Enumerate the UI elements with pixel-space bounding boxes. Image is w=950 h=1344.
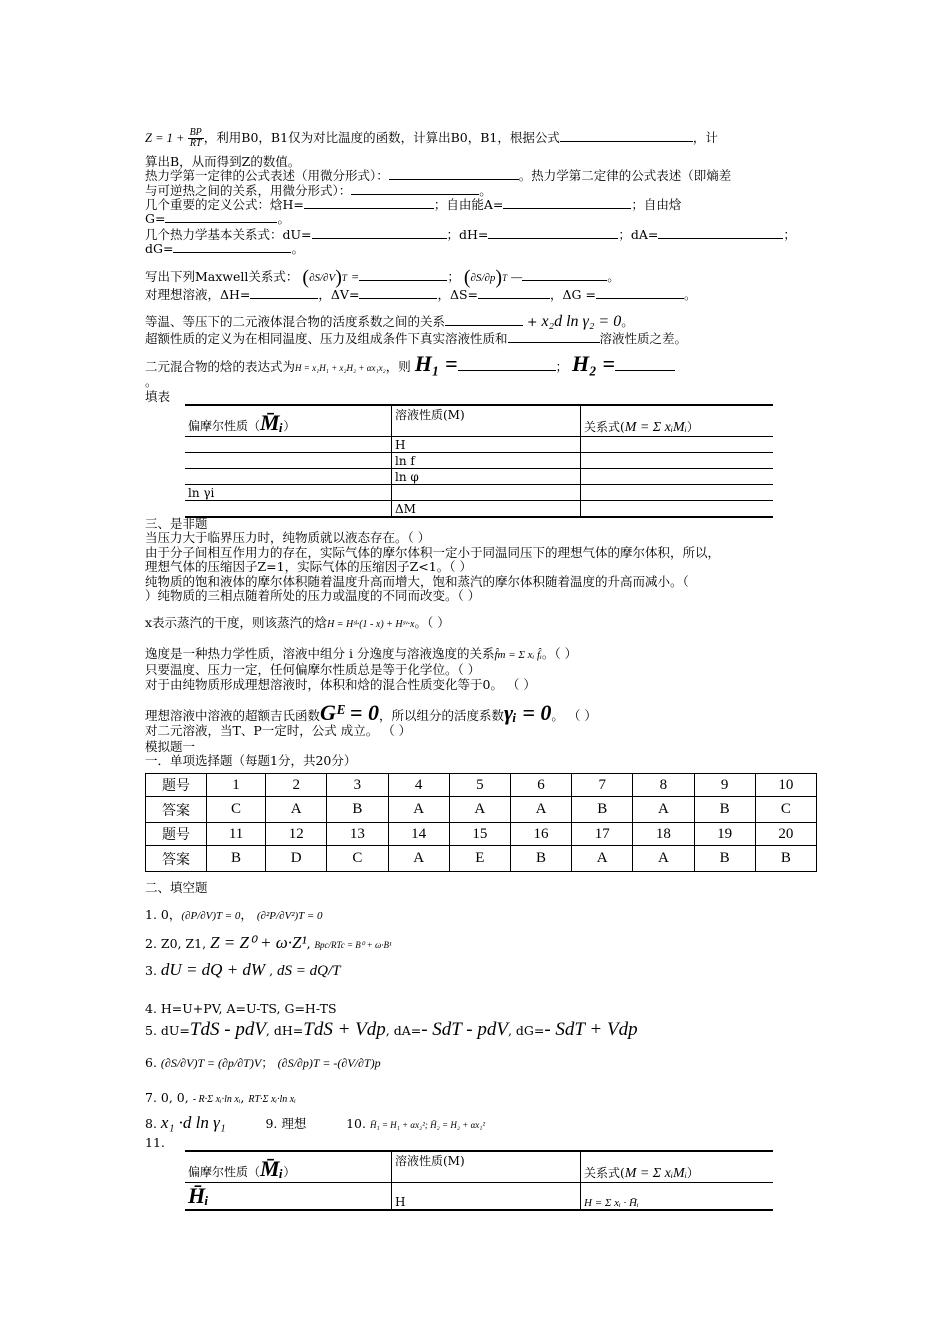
q6-blank-1 <box>250 287 318 299</box>
q8-text-a: 超额性质的定义为在相同温度、压力及组成条件下真实溶液性质和 <box>145 331 508 346</box>
answer-5-da: , dA= <box>385 1023 422 1038</box>
cell: 7 <box>572 774 633 797</box>
answer-7-eq1: - R·Σ xᵢ·ln xᵢ <box>192 1094 241 1105</box>
col1-header-text: 偏摩尔性质（ <box>188 419 261 433</box>
cell: C <box>755 797 816 823</box>
cell: 16 <box>510 823 571 846</box>
answer-8-eq: x₁ ·d ln γ₁ <box>160 1113 226 1132</box>
answer-8-label: 8. <box>145 1116 157 1131</box>
q2-blank-2 <box>351 183 479 195</box>
q1-formula-z: Z = 1 + <box>145 131 188 145</box>
col1-symbol: M̄ᵢ <box>260 410 284 435</box>
answer-6-label: 6. <box>145 1055 157 1070</box>
cell <box>185 453 392 469</box>
answer-3-eq1: dU = dQ + dW <box>160 960 266 979</box>
cell: 20 <box>755 823 816 846</box>
q4-text-a: 几个热力学基本关系式：dU= <box>145 227 312 242</box>
table-row <box>146 774 817 797</box>
q4-text-d: ； <box>783 227 796 242</box>
cell: B <box>207 846 266 872</box>
table-header-row <box>185 1151 773 1183</box>
tf-s6: 只要温度、压力一定，任何偏摩尔性质总是等于化学位。（ ） <box>145 662 481 677</box>
tf-s8-eq1: Gᴱ = 0 <box>320 700 379 725</box>
answer-10-label: 10. <box>346 1116 366 1131</box>
answer-1-eq1: (∂P/∂V)T = 0 <box>181 910 241 922</box>
tf-s5a: 逸度是一种热力学性质，溶液中组分 i 分逸度与溶液逸度的关系 <box>145 646 495 661</box>
q5-blank-2 <box>522 269 607 281</box>
cell <box>581 469 774 485</box>
answer-2: 2. Z0, Z1, Z = Z⁰ + ω·Z¹, Bpc/RTc = B⁰ + ω·B¹ <box>145 933 392 952</box>
q3-text-e: 。 <box>277 211 290 226</box>
tf-s8a: 理想溶液中溶液的超额吉氏函数 <box>145 708 321 723</box>
answer-5-dg: , dG= <box>507 1023 545 1038</box>
q2-text-b: 。热力学第二定律的公式表述（即熵差 <box>518 168 732 183</box>
cell: 6 <box>510 774 571 797</box>
answer-5-eq3: - SdT - pdV <box>421 1019 508 1040</box>
q4-text-e: dG= <box>145 241 174 256</box>
answer-5-dh: , dH= <box>265 1023 304 1038</box>
cell: B <box>694 846 755 872</box>
answer-4: 4. H=U+PV, A=U-TS, G=H-TS <box>145 1001 337 1016</box>
q9-blank-1 <box>458 359 556 371</box>
cell: 14 <box>388 823 449 846</box>
col3-header-text: 关系式( <box>584 420 625 434</box>
tf-s3b: ）纯物质的三相点随着所处的压力或温度的不同而改变。（ ） <box>145 588 481 603</box>
tf-s5b: 。（ ） <box>541 646 578 661</box>
answer-2-eq1: Z = Z⁰ + ω·Z¹ <box>210 933 307 952</box>
partial-molar-table <box>185 404 773 518</box>
cell: 9 <box>694 774 755 797</box>
cell: C <box>327 846 388 872</box>
answer-5 <box>145 1016 638 1044</box>
cell: H̄ᵢ <box>185 1183 392 1211</box>
table-header-col3 <box>581 405 774 437</box>
q1-text-b: ，计 <box>692 130 718 145</box>
q3-text-c: ；自由焓 <box>631 197 682 212</box>
cell: A <box>266 797 327 823</box>
q5-paren-open-1: ( <box>302 266 310 289</box>
fill-q8-line <box>145 331 687 346</box>
table-header-col1 <box>185 1151 392 1183</box>
q5-paren-open-2: ( <box>463 266 471 289</box>
q7-text-a: 等温、等压下的二元液体混合物的活度系数之间的关系 <box>145 314 446 329</box>
q9-text-a: 二元混合物的焓的表达式为 <box>145 359 296 374</box>
answer-7-eq2: RT·Σ xᵢ·ln xᵢ <box>248 1094 296 1105</box>
q9-eq: H = x₁H₁ + x₂H₂ + αx₁x₂ <box>295 363 386 373</box>
table-row <box>185 501 773 518</box>
q5-sub1: T <box>341 273 347 283</box>
q3-text-a: 几个重要的定义公式：焓H= <box>145 197 304 212</box>
cell: A <box>388 797 449 823</box>
answer-7: 7. 0, 0, - R·Σ xᵢ·ln xᵢ, RT·Σ xᵢ·ln xᵢ <box>145 1090 296 1105</box>
col3-close: ） <box>686 420 699 434</box>
tf-s8b: ，所以组分的活度系数 <box>378 708 504 723</box>
cell <box>581 501 774 518</box>
answer-6: 6. (∂S/∂V)T = (∂p/∂T)V； (∂S/∂p)T = -(∂V/∂T)p <box>145 1055 381 1070</box>
cell: 11 <box>207 823 266 846</box>
q2-blank-1 <box>389 168 519 180</box>
tf-s2a: 由于分子间相互作用力的存在，实际气体的摩尔体积一定小于同温同压下的理想气体的摩尔体积，所以， <box>145 545 721 560</box>
q4-blank-3 <box>658 227 783 239</box>
tf-s8-eq2: γᵢ = 0 <box>503 700 552 725</box>
cell: 17 <box>572 823 633 846</box>
t3-col1-header-text: 偏摩尔性质（ <box>188 1165 261 1179</box>
table-header-col1 <box>185 405 392 437</box>
answer-3: 3. dU = dQ + dW , dS = dQ/T <box>145 960 341 979</box>
row-label-question: 题号 <box>146 774 207 797</box>
tf-s7: 对于由纯物质形成理想溶液时，体积和焓的混合性质变化等于0。 （ ） <box>145 677 536 692</box>
table-header-col2: 溶液性质(M) <box>392 1151 581 1183</box>
cell: 18 <box>633 823 694 846</box>
answer-3-label: 3. <box>145 963 157 978</box>
cell: B <box>572 797 633 823</box>
mock-sec1: 一．单项选择题（每题1分，共20分） <box>145 753 357 768</box>
q4-blank-1 <box>312 227 447 239</box>
q5-text-a: 写出下列Maxwell关系式： <box>145 269 299 284</box>
answer-6-eq1: (∂S/∂V)T = (∂p/∂T)V <box>160 1056 262 1070</box>
answer-5-eq4: - SdT + Vdp <box>544 1019 638 1040</box>
table-row <box>185 437 773 453</box>
cell: B <box>694 797 755 823</box>
tf-s4-eq: H = Hˢˡ·(1 - x) + Hˢᵛ·x <box>327 619 415 630</box>
answer-6-eq2: (∂S/∂p)T = -(∂V/∂T)p <box>277 1056 381 1070</box>
cell: 15 <box>449 823 510 846</box>
cell: 4 <box>388 774 449 797</box>
tf-s8 <box>145 702 597 724</box>
q2-text-d: 。 <box>479 183 492 198</box>
q1-text-c: 算出B，从而得到Z的数值。 <box>145 154 301 169</box>
q9-h1: H₁ = <box>414 351 458 376</box>
cell: 12 <box>266 823 327 846</box>
fill-q3-line1 <box>145 197 681 212</box>
q4-blank-2 <box>488 227 618 239</box>
cell <box>392 485 581 501</box>
answer-2-label: 2. Z0, Z1, <box>145 936 207 951</box>
table-row <box>146 797 817 823</box>
t3-col3-eq: M = Σ xᵢMᵢ <box>624 1166 687 1181</box>
fill-q2-line2 <box>145 183 492 198</box>
fill-q6-line <box>145 287 697 302</box>
q1-text-a: ，利用B0，B1仅为对比温度的函数，计算出B0，B1，根据公式 <box>203 130 560 145</box>
cell: B <box>510 846 571 872</box>
q1-fraction-num: BP <box>189 127 202 138</box>
answers-sec2: 二、填空题 <box>145 880 208 895</box>
tf-s5 <box>145 646 577 663</box>
q5-eq2: ∂S/∂p <box>470 272 496 284</box>
cell: A <box>633 846 694 872</box>
cell <box>581 453 774 469</box>
q5-end: 。 <box>607 269 620 284</box>
cell: 13 <box>327 823 388 846</box>
answer-3-eq2: dS = dQ/T <box>277 963 341 979</box>
q3-blank-2 <box>503 197 631 209</box>
answer-7-label: 7. 0, 0, <box>145 1090 189 1105</box>
cell: 2 <box>266 774 327 797</box>
t3-col1-symbol: M̄ᵢ <box>260 1156 284 1181</box>
q10-label: 填表 <box>145 389 171 404</box>
cell: B <box>755 846 816 872</box>
cell: H = Σ xᵢ · H̄ᵢ <box>581 1183 774 1211</box>
cell <box>581 437 774 453</box>
cell: 10 <box>755 774 816 797</box>
answer-1: 1. 0，(∂P/∂V)T = 0， (∂²P/∂V²)T = 0 <box>145 907 323 922</box>
q6-text-c: ，ΔS= <box>437 287 479 302</box>
row-label-question: 题号 <box>146 823 207 846</box>
cell <box>185 437 392 453</box>
table-row <box>185 1183 773 1211</box>
tf-s9: 对二元溶液，当T、P一定时，公式 成立。 （ ） <box>145 723 412 738</box>
q1-blank <box>560 130 693 142</box>
q5-eq-sign-1: = <box>350 270 360 284</box>
cell <box>185 501 392 518</box>
cell: 3 <box>327 774 388 797</box>
q4-text-c: ；dA= <box>618 227 659 242</box>
tf-s4 <box>145 615 450 632</box>
cell: 19 <box>694 823 755 846</box>
cell: 1 <box>207 774 266 797</box>
fill-q3-line2 <box>145 211 290 226</box>
tf-s1: 当压力大于临界压力时，纯物质就以液态存在。（ ） <box>145 530 431 545</box>
cell: A <box>572 846 633 872</box>
cell: ΔM <box>392 501 581 518</box>
cell: C <box>207 797 266 823</box>
q8-text-b: 溶液性质之差。 <box>599 331 688 346</box>
cell: B <box>327 797 388 823</box>
q9-text-b: ，则 <box>385 359 411 374</box>
q6-text-d: ，ΔG = <box>550 287 596 302</box>
col3-eq: M = Σ xᵢMᵢ <box>624 420 687 435</box>
q3-text-b: ；自由能A= <box>433 197 504 212</box>
table-row <box>185 469 773 485</box>
q9-sep: ； <box>555 359 569 374</box>
tf-s4a: x表示蒸汽的干度，则该蒸汽的焓 <box>145 615 328 630</box>
table-header-row <box>185 405 773 437</box>
q7-eq: x₂d ln γ₂ = 0 <box>541 313 622 330</box>
q5-eq-sign-2: — <box>511 270 523 284</box>
col1-close: ） <box>283 419 296 433</box>
q9-end: 。 <box>145 374 158 389</box>
cell: 5 <box>449 774 510 797</box>
fill-q1-line1 <box>145 128 718 149</box>
cell: H <box>392 437 581 453</box>
cell <box>581 485 774 501</box>
cell: A <box>388 846 449 872</box>
q6-blank-3 <box>478 287 550 299</box>
tf-s2b: 理想气体的压缩因子Z=1，实际气体的压缩因子Z<1。（ ） <box>145 559 472 574</box>
fill-q4-line2 <box>145 241 304 256</box>
tf-s5-eq: f̂m = Σ xᵢ f̂ᵢ <box>494 649 542 661</box>
cell: A <box>449 797 510 823</box>
answer-5-du: 5. dU= <box>145 1023 190 1038</box>
tf-title: 三、是非题 <box>145 516 208 531</box>
cell: D <box>266 846 327 872</box>
answer-key-table <box>145 773 817 872</box>
q7-blank <box>445 314 523 326</box>
answer-9: 9. 理想 <box>265 1116 307 1131</box>
q1-fraction-den: RT <box>189 138 202 149</box>
q6-text-b: ，ΔV= <box>318 287 360 302</box>
answer-5-eq1: TdS - pdV <box>189 1019 266 1040</box>
row-label-answer: 答案 <box>146 846 207 872</box>
q5-paren-close-2: ) <box>495 266 503 289</box>
q4-text-f: 。 <box>291 241 304 256</box>
table-row <box>146 823 817 846</box>
q4-blank-4 <box>173 241 291 253</box>
q9-h2: H₂ = <box>572 351 615 376</box>
q6-blank-4 <box>596 287 684 299</box>
cell: A <box>510 797 571 823</box>
answer-1-label: 1. 0， <box>145 907 182 922</box>
answer-10-eq: H̄₁ = H₁ + αx₂²; H̄₂ = H₂ + αx₁² <box>369 1120 486 1130</box>
answer-2-eq2: Bpc/RTc = B⁰ + ω·B¹ <box>314 940 392 950</box>
fill-q4-line1 <box>145 227 796 242</box>
q2-text-c: 与可逆热之间的关系，用微分形式）： <box>145 183 352 198</box>
fill-q7-line: 等温、等压下的二元液体混合物的活度系数之间的关系 + x₂d ln γ₂ = 0。 <box>145 313 634 330</box>
t3-col1-close: ） <box>283 1165 296 1179</box>
q1-fraction <box>188 128 204 149</box>
q2-text-a: 热力学第一定律的公式表述（用微分形式）： <box>145 168 389 183</box>
q5-paren-close-1: ) <box>335 266 342 289</box>
q8-blank <box>508 331 600 343</box>
q6-text-e: 。 <box>683 287 697 302</box>
cell: H <box>392 1183 581 1211</box>
table-header-col3 <box>581 1151 774 1183</box>
table-row <box>185 485 773 501</box>
q9-blank-2 <box>615 359 675 371</box>
q5-sub2: T <box>502 273 508 283</box>
cell: ln φ <box>392 469 581 485</box>
cell: ln γi <box>185 485 392 501</box>
answer-1-eq2: (∂²P/∂V²)T = 0 <box>256 910 323 922</box>
q6-blank-2 <box>359 287 437 299</box>
tf-s3a: 纯物质的饱和液体的摩尔体积随着温度升高而增大，饱和蒸汽的摩尔体积随着温度的升高而减小。（ <box>145 574 689 589</box>
q7-end: 。 <box>621 314 634 329</box>
t3-col3-header-text: 关系式( <box>584 1166 625 1180</box>
answer-11: 11. <box>145 1135 165 1150</box>
fill-q2-line1 <box>145 168 731 183</box>
fill-q9-line <box>145 352 675 376</box>
q5-eq1: ∂S/∂V <box>309 272 336 284</box>
q4-text-b: ；dH= <box>446 227 489 242</box>
q3-blank-3 <box>165 211 277 223</box>
cell: 8 <box>633 774 694 797</box>
answer-8-10 <box>145 1112 485 1134</box>
q6-text-a: 对理想溶液，ΔH= <box>145 287 251 302</box>
table-row <box>185 453 773 469</box>
row-label-answer: 答案 <box>146 797 207 823</box>
tf-s8c: 。 （ ） <box>551 708 597 723</box>
answer-5-eq2: TdS + Vdp <box>303 1019 386 1040</box>
table-row <box>146 846 817 872</box>
q3-text-d: G= <box>145 211 166 226</box>
answer-partial-molar-table <box>185 1150 773 1211</box>
fill-q5-line: 写出下列Maxwell关系式： (∂S/∂V)T = ； (∂S/∂p)T — 。 <box>145 266 620 289</box>
cell <box>185 469 392 485</box>
table-header-col2: 溶液性质(M) <box>392 405 581 437</box>
q5-blank-1 <box>359 269 447 281</box>
tf-s4b: 。（ ） <box>414 615 450 630</box>
mock-title: 模拟题一 <box>145 739 196 754</box>
t3-col3-close: ） <box>686 1166 699 1180</box>
q3-blank-1 <box>304 197 434 209</box>
cell: ln f <box>392 453 581 469</box>
cell: E <box>449 846 510 872</box>
cell: A <box>633 797 694 823</box>
